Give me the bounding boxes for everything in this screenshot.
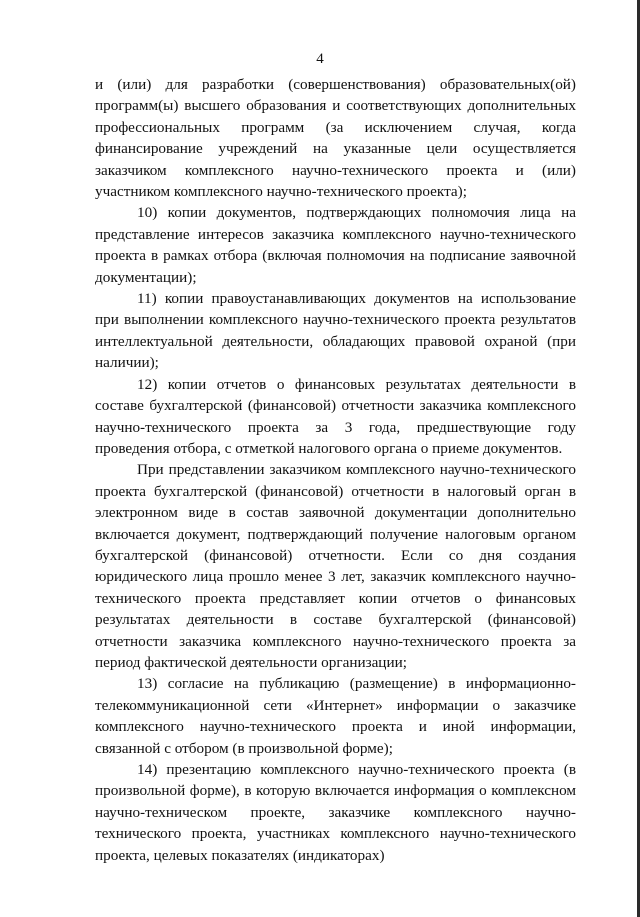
paragraph-item-13: 13) согласие на публикацию (размещение) в информационно-телекоммуникационной сети «Интернет» информации о заказчике комплексного научно-технического проекта и иной информации, связанной с отбором (в произвольной форме); [95, 675, 576, 757]
document-body [95, 74, 576, 866]
paragraph-continuation: и (или) для разработки (совершенствования) образовательных(ой) программ(ы) высшего образования и соответствующих дополнительных профессиональных программ (за исключением случая, когда финансирование учреждений на указанные цели осуществляется заказчиком комплексного научно-технического проекта и (или) участником комплексного научно-технического проекта); [95, 76, 576, 201]
paragraph-financial-reporting: При представлении заказчиком комплексного научно-технического проекта бухгалтерской (финансовой) отчетности в налоговый орган в электронном виде в состав заявочной документации дополнительно включается документ, подтверждающий получение налоговым органом бухгалтерской (финансовой) отчетности. Если со дня создания юридического лица прошло менее 3 лет, заказчик комплексного научно-технического проекта представляет копии отчетов о финансовых результатах деятельности в составе бухгалтерской (финансовой) отчетности заказчика комплексного научно-технического проекта за период фактической деятельности организации; [95, 461, 576, 671]
paragraph-item-12: 12) копии отчетов о финансовых результатах деятельности в составе бухгалтерской (финансовой) отчетности заказчика комплексного научно-технического проекта за 3 года, предшествующие году проведения отбора, с отметкой налогового органа о приеме документов. [95, 375, 576, 457]
paragraph-item-14: 14) презентацию комплексного научно-технического проекта (в произвольной форме), в которую включается информация о комплексном научно-техническом проекте, заказчике комплексного научно-технического проекта, участниках комплексного научно-технического проекта, целевых показателях (индикаторах) [95, 761, 576, 864]
paragraph-item-10: 10) копии документов, подтверждающих полномочия лица на представление интересов заказчика комплексного научно-технического проекта в рамках отбора (включая полномочия на подписание заявочной документации); [95, 204, 576, 286]
page-number: 4 [316, 51, 324, 67]
paragraph-item-11: 11) копии правоустанавливающих документов на использование при выполнении комплексного научно-технического проекта результатов интеллектуальной деятельности, обладающих правовой охраной (при наличии); [95, 290, 576, 372]
